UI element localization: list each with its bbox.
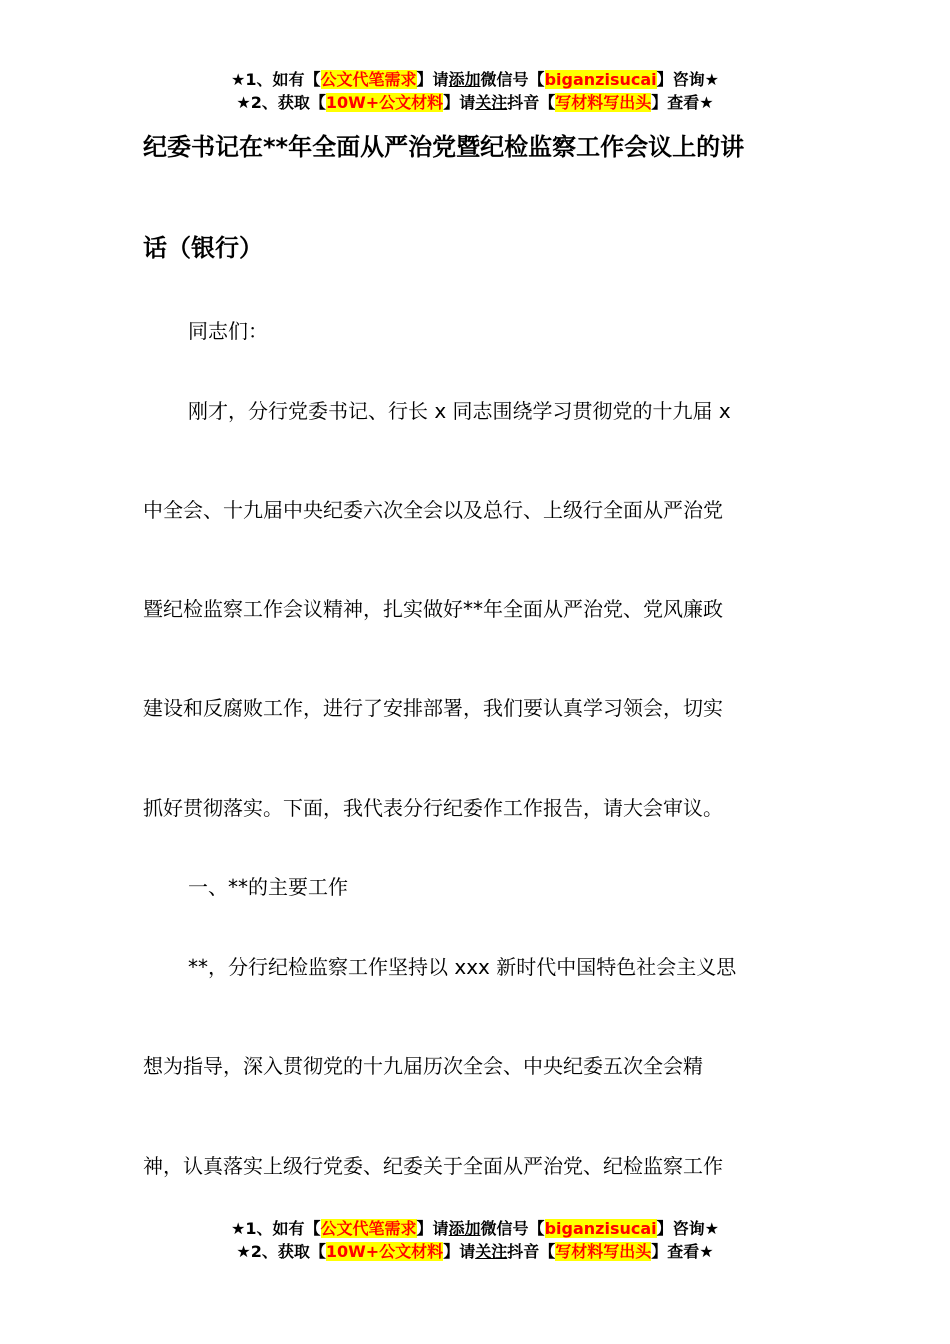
promo-text: ★1、如有【 (231, 70, 321, 89)
promo-highlight: 10W+公文材料 (325, 1242, 444, 1261)
promo-text: 】请 (416, 70, 449, 89)
salutation: 同志们： (188, 319, 268, 343)
paragraph-line: 抓好贯彻落实。下面，我代表分行纪委作工作报告，请大会审议。 (143, 796, 723, 820)
promo-line-2 (0, 1240, 950, 1263)
promo-text: 微信号【 (480, 1219, 545, 1238)
promo-text: 】咨询★ (656, 70, 719, 89)
paragraph-line: 中全会、十九届中央纪委六次全会以及总行、上级行全面从严治党 (143, 498, 723, 522)
paragraph-line: 暨纪检监察工作会议精神，扎实做好**年全面从严治党、党风廉政 (143, 597, 723, 621)
promo-underline: 关注 (475, 93, 508, 112)
paragraph-line: 神，认真落实上级行党委、纪委关于全面从严治党、纪检监察工作 (143, 1154, 723, 1178)
paragraph-line: 建设和反腐败工作，进行了安排部署，我们要认真学习领会，切实 (143, 696, 723, 720)
promo-text: 】咨询★ (656, 1219, 719, 1238)
promo-underline: 关注 (475, 1242, 508, 1261)
promo-douyin-id: 写材料写出头 (555, 93, 652, 112)
promo-douyin-id: 写材料写出头 (555, 1242, 652, 1261)
promo-highlight: 公文代笔需求 (320, 1219, 417, 1238)
promo-line-1 (0, 1217, 950, 1240)
promo-wechat-id: biganzisucai (544, 70, 657, 89)
promo-text: 微信号【 (480, 70, 545, 89)
section-heading: 一、**的主要工作 (188, 875, 348, 899)
promo-text: 】请 (416, 1219, 449, 1238)
promo-text: ★2、获取【 (236, 1242, 326, 1261)
promo-underline: 添加 (448, 70, 481, 89)
promo-line-2 (0, 91, 950, 114)
promo-banner-top (0, 68, 950, 114)
promo-text: ★2、获取【 (236, 93, 326, 112)
promo-text: 抖音【 (507, 1242, 556, 1261)
promo-line-1 (0, 68, 950, 91)
promo-highlight: 公文代笔需求 (320, 70, 417, 89)
promo-highlight: 10W+公文材料 (325, 93, 444, 112)
paragraph-line: 刚才，分行党委书记、行长 x 同志围绕学习贯彻党的十九届 x (188, 399, 731, 423)
promo-text: 】请 (443, 93, 476, 112)
promo-text: 】请 (443, 1242, 476, 1261)
promo-text: 】查看★ (651, 1242, 714, 1261)
promo-underline: 添加 (448, 1219, 481, 1238)
paragraph-line: **，分行纪检监察工作坚持以 xxx 新时代中国特色社会主义思 (188, 955, 737, 979)
document-title-line-1: 纪委书记在**年全面从严治党暨纪检监察工作会议上的讲 (143, 133, 745, 161)
document-title-line-2: 话（银行） (143, 234, 263, 262)
promo-text: 】查看★ (651, 93, 714, 112)
promo-banner-bottom (0, 1217, 950, 1263)
promo-text: 抖音【 (507, 93, 556, 112)
promo-text: ★1、如有【 (231, 1219, 321, 1238)
promo-wechat-id: biganzisucai (544, 1219, 657, 1238)
paragraph-line: 想为指导，深入贯彻党的十九届历次全会、中央纪委五次全会精 (143, 1054, 703, 1078)
